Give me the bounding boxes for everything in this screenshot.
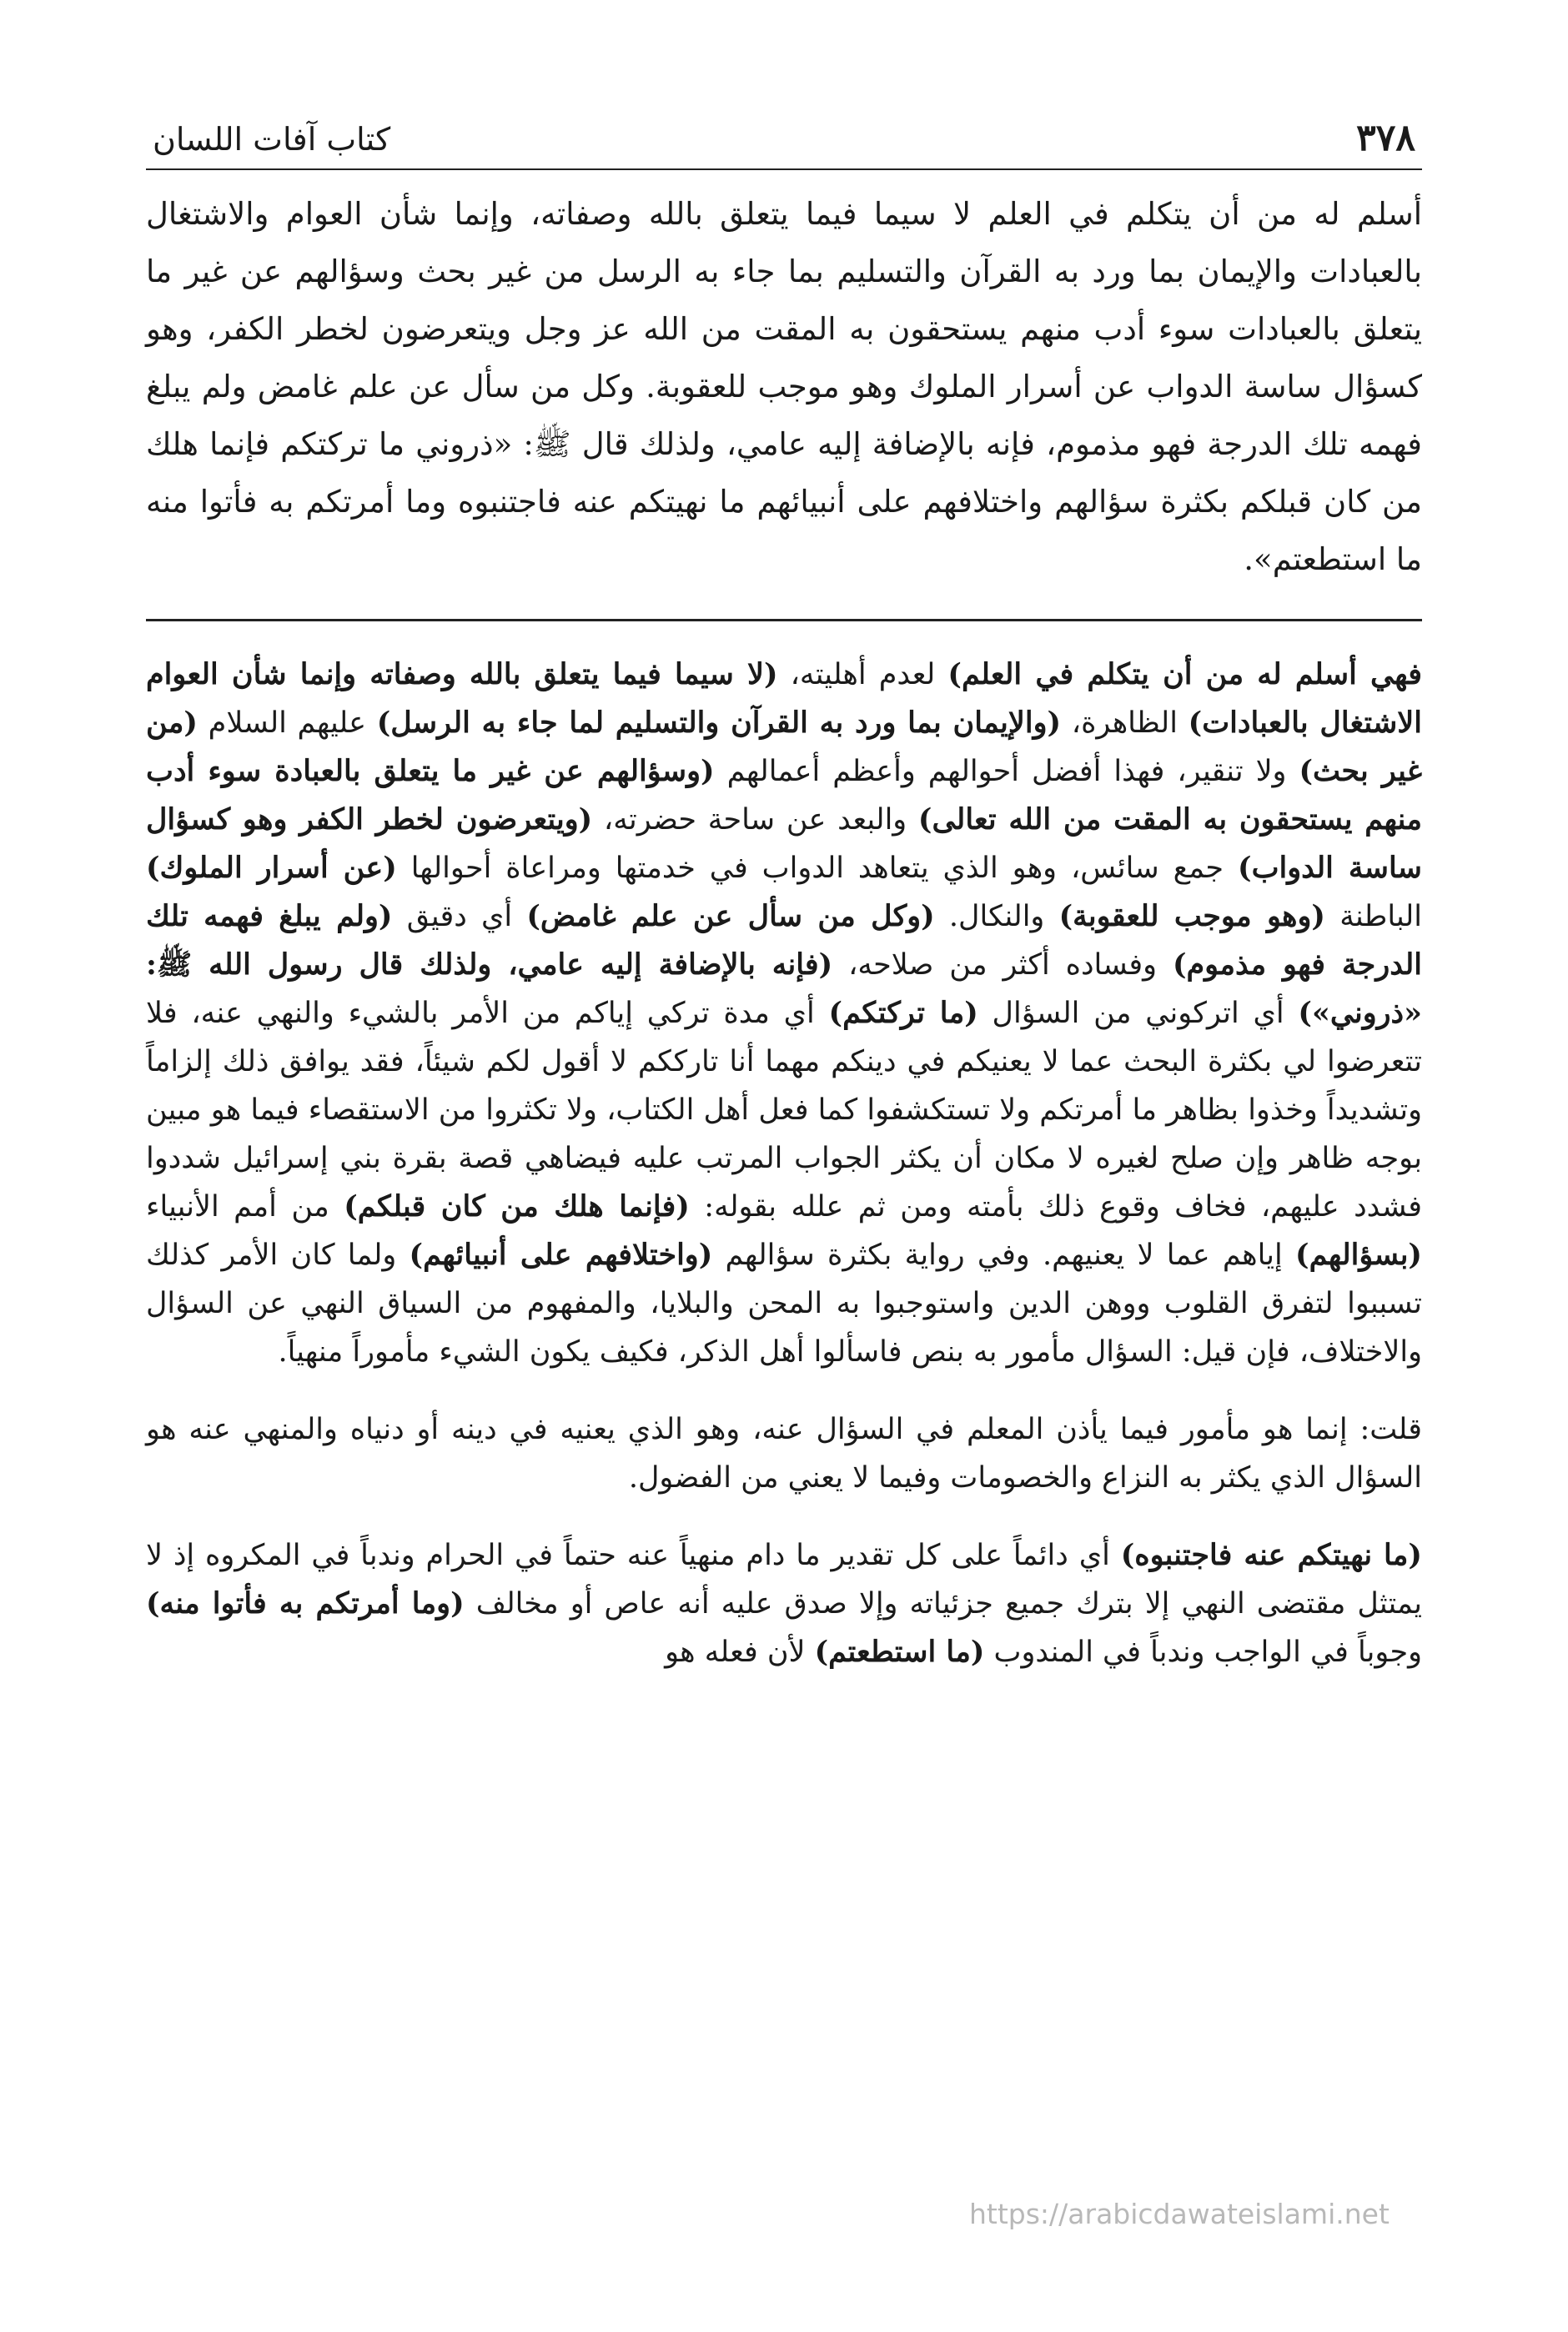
commentary-segment: أي دقيق (392, 900, 527, 933)
commentary-segment: (فإنما هلك من كان قبلكم) (344, 1189, 690, 1224)
commentary-segment: (بسؤالهم) (1295, 1238, 1422, 1272)
commentary-segment: (من غير بحث) (146, 706, 1423, 788)
watermark-url: https://arabicdawateislami.net (969, 2198, 1390, 2230)
commentary-segment: (وهو موجب للعقوبة) (1058, 899, 1325, 933)
commentary-segment: فهي أسلم له من أن يتكلم في العلم) (947, 657, 1423, 691)
commentary-segment: (لا سيما فيما يتعلق بالله وصفاته وإنما شأن العوام الاشتغال بالعبادات) (146, 657, 1422, 740)
final-segment: وجوباً في الواجب وندباً في المندوب (984, 1636, 1422, 1669)
commentary-segment: أي اتركوني من السؤال (977, 997, 1299, 1030)
final-paragraph (146, 1531, 1422, 1676)
commentary-segment: (فإنه بالإضافة إليه عامي، ولذلك قال رسول الله ﷺ: «ذروني») (146, 947, 1423, 1030)
qult-paragraph: قلت: إنما هو مأمور فيما يأذن المعلم في السؤال عنه، وهو الذي يعنيه في دينه أو دنياه والمنهي عنه هو السؤال الذي يكثر به النزاع والخصومات وفيما لا يعني من الفضول. (146, 1413, 1422, 1495)
commentary-segment: (وكل من سأل عن علم غامض) (526, 899, 935, 933)
commentary-segment: والنكال. (934, 900, 1059, 933)
commentary-segment: والبعد عن ساحة حضرته، (592, 803, 918, 837)
divider (146, 619, 1422, 621)
commentary-segment: ولما كان الأمر كذلك تسببوا لتفرق القلوب ووهن الدين واستوجبوا به المحن والبلايا، والمفهوم من السياق النهي عن السؤال والاختلاف، فإن قيل: السؤال مأمور به بنص فاسألوا أهل الذكر، فكيف يكون الشيء مأموراً منهياً. (146, 1239, 1422, 1369)
final-segment: (وما أمرتكم به فأتوا منه) (146, 1586, 465, 1621)
commentary-segment: إياهم عما لا يعنيهم. وفي رواية بكثرة سؤالهم (712, 1239, 1296, 1272)
page-number: ٣٧٨ (1356, 117, 1415, 159)
final-segment: (ما استطعتم) (814, 1635, 985, 1669)
commentary-segment: جمع سائس، وهو الذي يتعاهد الدواب في خدمتها ومراعاة أحوالها (396, 852, 1239, 885)
commentary-segment: (وسؤالهم عن غير ما يتعلق بالعبادة سوء أدب منهم يستحقون به المقت من الله تعالى) (146, 754, 1422, 837)
main-text: أسلم له من أن يتكلم في العلم لا سيما فيما يتعلق بالله وصفاته، وإنما شأن العوام والاشتغال بالعبادات والإيمان بما ورد به القرآن والتسليم بما جاء به الرسل من غير بحث وسؤالهم عن غير ما يتعلق بالعبادات سوء أدب منهم يستحقون به المقت من الله عز وجل ويتعرضون لخطر الكفر، وهو كسؤال ساسة الدواب عن أسرار الملوك وهو موجب للعقوبة. وكل من سأل عن علم غامض ولم يبلغ فهمه تلك الدرجة فهو مذموم، فإنه بالإضافة إليه عامي، ولذلك قال ﷺ: «ذروني ما تركتكم فإنما هلك من كان قبلكم بكثرة سؤالهم واختلافهم على أنبيائهم ما نهيتكم عنه فاجتنبوه وما أمرتكم به فأتوا منه ما استطعتم». (146, 196, 1422, 577)
commentary-segment: عليهم السلام (197, 706, 377, 740)
commentary-segment: أي مدة تركي إياكم من الأمر بالشيء والنهي عنه، فلا تتعرضوا لي بكثرة البحث عما لا يعنيكم في دينكم مهما أنا تارككم لا أقول لكم شيئاً، فقد يوافق ذلك إلزاماً وتشديداً وخذوا بظاهر ما أمرتكم ولا تستكشفوا كما فعل أهل الكتاب، ولا تكثروا من الاستقصاء فيما هو مبين بوجه ظاهر وإن صلح لغيره لا مكان أن يكثر الجواب المرتب عليه فيضاهي قصة بقرة بني إسرائيل شددوا فشدد عليهم، فخاف وقوع ذلك بأمته ومن ثم علله بقوله: (146, 997, 1423, 1224)
commentary-segment: (عن أسرار الملوك) (146, 851, 397, 885)
commentary-segment: وفساده أكثر من صلاحه، (832, 948, 1173, 982)
commentary-segment: الباطنة (1324, 900, 1422, 933)
page-header (146, 117, 1422, 170)
commentary-segment: (ويتعرضون لخطر الكفر وهو كسؤال ساسة الدواب) (146, 802, 1422, 885)
final-segment: (ما نهيتكم عنه فاجتنبوه) (1120, 1538, 1422, 1572)
commentary-segment: ولا تنقير، فهذا أفضل أحوالهم وأعظم أعمالهم (714, 755, 1299, 788)
commentary-segment: لعدم أهليته، (777, 658, 948, 691)
page (146, 117, 1422, 1706)
commentary-segment: (ولم يبلغ فهمه تلك الدرجة فهو مذموم) (146, 899, 1422, 982)
commentary (146, 651, 1422, 1376)
book-title: كتاب آفات اللسان (153, 121, 391, 158)
final-segment: لأن فعله هو (665, 1636, 815, 1669)
commentary-segment: (ما تركتكم) (828, 996, 978, 1030)
commentary-segment: من أمم الأنبياء (146, 1190, 344, 1224)
commentary-segment: الظاهرة، (1061, 706, 1189, 740)
commentary-segment: (واختلافهم على أنبيائهم) (409, 1238, 713, 1272)
commentary-segment: (والإيمان بما ورد به القرآن والتسليم لما جاء به الرسل) (376, 706, 1062, 740)
final-segment: أي دائماً على كل تقدير ما دام منهياً عنه حتماً في الحرام وندباً في المكروه إذ لا يمتثل مقتضى النهي إلا بترك جميع جزئياته وإلا صدق عليه أنه عاص أو مخالف (146, 1539, 1423, 1621)
